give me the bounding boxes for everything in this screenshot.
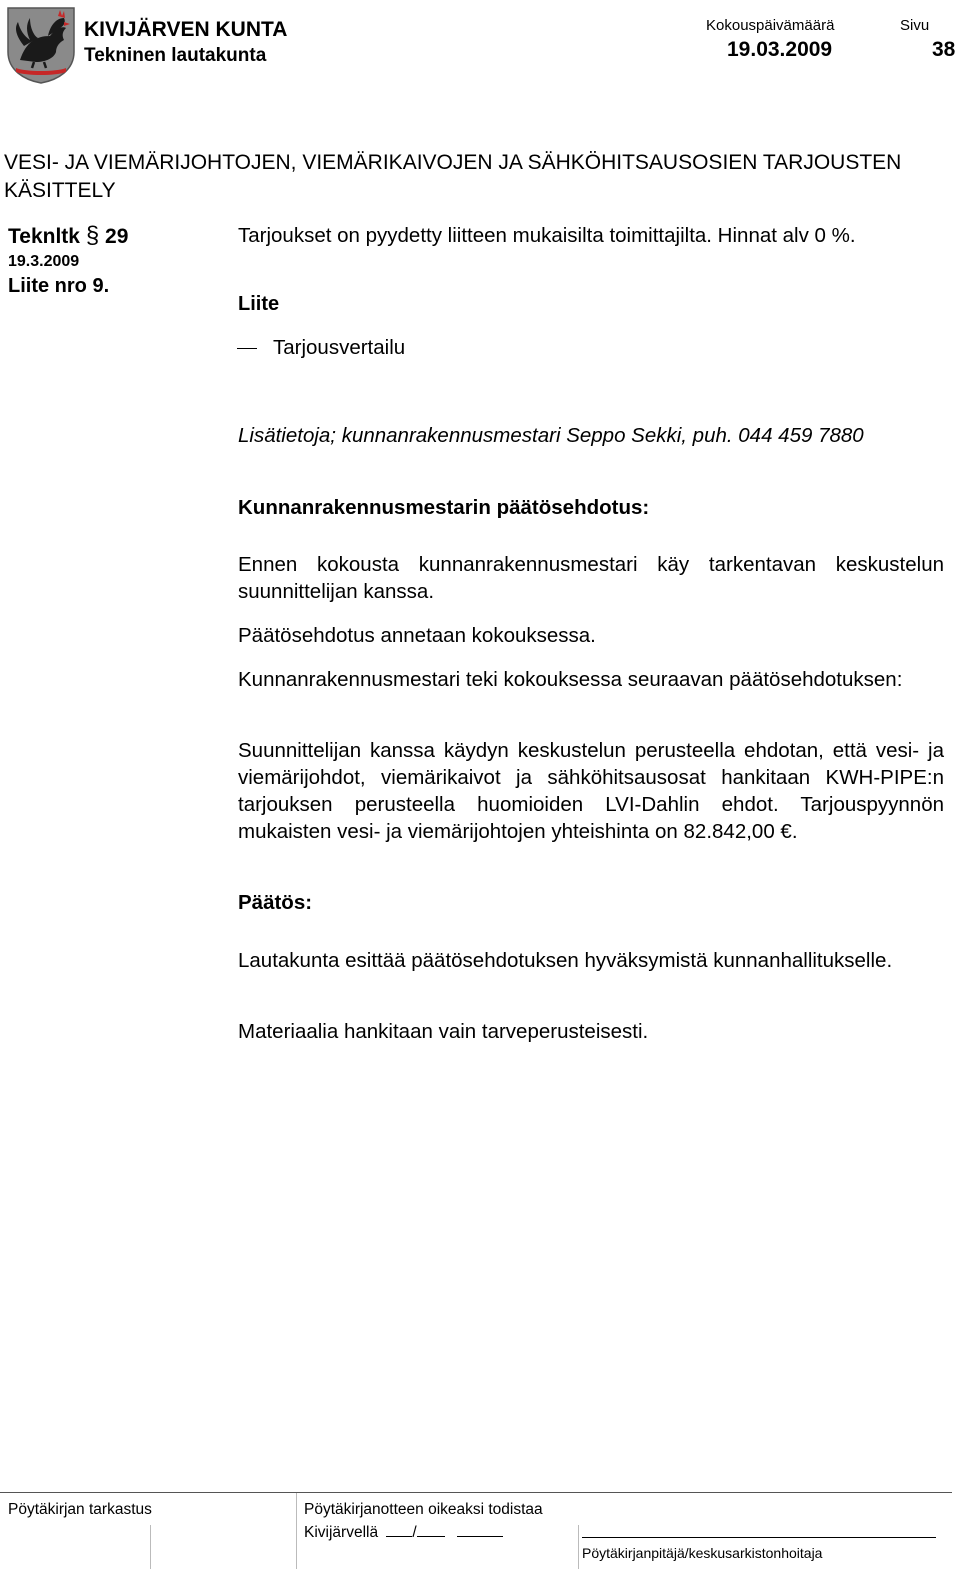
section-date: 19.3.2009	[8, 253, 80, 270]
committee-abbrev: Teknltk	[8, 225, 80, 248]
contact-info	[238, 422, 944, 449]
day-blank	[386, 1522, 412, 1537]
attachment-number: Liite nro 9.	[8, 275, 110, 297]
attachment-item-label: Tarjousvertailu	[273, 336, 406, 359]
meeting-date-label: Kokouspäivämäärä	[706, 17, 835, 34]
decision-paragraph-1	[238, 947, 944, 974]
dash-bullet-icon	[237, 348, 257, 349]
board-name: Tekninen lautakunta	[84, 45, 267, 66]
section-sign: §	[85, 222, 100, 249]
page-footer	[0, 1492, 952, 1569]
signature-line	[582, 1537, 936, 1538]
footer-divider-2	[296, 1493, 297, 1569]
signing-place: Kivijärvellä	[304, 1524, 379, 1541]
decision-text-2: Materiaalia hankitaan vain tarveperusteisesti.	[238, 1020, 649, 1043]
coat-of-arms-logo	[6, 6, 76, 84]
proposal-text-3: Kunnanrakennusmestari teki kokouksessa seuraavan päätösehdotuksen:	[238, 668, 903, 691]
page-label: Sivu	[900, 17, 930, 34]
attachment-heading: Liite	[238, 293, 280, 315]
section-number: 29	[105, 225, 129, 248]
page-number: 38	[932, 38, 956, 61]
proposal-text-4: Suunnittelijan kanssa käydyn keskustelun perusteella ehdotan, että vesi- ja viemärijohdot, viemärikaivot ja sähköhitsausosat hankitaan KWH-PIPE:n tarjouksen perusteella huomioiden LVI-Dahlin ehdot. Tarjouspyynnön mukaisten vesi- ja viemärijohtojen yhteishinta on 82.842,00 €.	[238, 739, 944, 843]
proposal-heading: Kunnanrakennusmestarin päätösehdotus:	[238, 496, 650, 519]
date-separator: /	[412, 1524, 417, 1541]
meeting-date: 19.03.2009	[727, 38, 833, 61]
intro-paragraph	[238, 222, 944, 249]
keeper-label: Pöytäkirjanpitäjä/keskusarkistonhoitaja	[582, 1545, 823, 1561]
proposal-paragraph-1	[238, 551, 944, 605]
decision-heading: Päätös:	[238, 891, 313, 914]
copy-certification-label: Pöytäkirjanotteen oikeaksi todistaa	[304, 1501, 543, 1518]
decision-paragraph-2	[238, 1018, 944, 1045]
proposal-text-2: Päätösehdotus annetaan kokouksessa.	[238, 624, 596, 647]
review-label: Pöytäkirjan tarkastus	[8, 1501, 152, 1518]
footer-divider-3	[578, 1525, 579, 1569]
municipality-name: KIVIJÄRVEN KUNTA	[84, 18, 288, 41]
footer-divider-1	[150, 1525, 151, 1569]
document-title: VESI- JA VIEMÄRIJOHTOJEN, VIEMÄRIKAIVOJEN JA SÄHKÖHITSAUSOSIEN TARJOUSTEN KÄSITTELY	[4, 151, 902, 202]
proposal-text-1: Ennen kokousta kunnanrakennusmestari käy tarkentavan keskustelun suunnittelijan kanssa.	[238, 553, 944, 603]
proposal-paragraph-2	[238, 622, 944, 649]
intro-text: Tarjoukset on pyydetty liitteen mukaisilta toimittajilta. Hinnat alv 0 %.	[238, 224, 856, 247]
contact-info-text: Lisätietoja; kunnanrakennusmestari Seppo Sekki, puh. 044 459 7880	[238, 424, 864, 447]
section-reference	[8, 222, 223, 299]
coat-of-arms-rooster-icon	[6, 6, 76, 84]
year-blank	[457, 1522, 503, 1537]
decision-text-1: Lautakunta esittää päätösehdotuksen hyväksymistä kunnanhallitukselle.	[238, 949, 893, 972]
proposal-paragraph-3	[238, 666, 944, 693]
signing-place-line	[304, 1522, 503, 1542]
month-blank	[417, 1522, 445, 1537]
proposal-paragraph-4	[238, 737, 944, 845]
attachment-list-item	[237, 334, 943, 361]
